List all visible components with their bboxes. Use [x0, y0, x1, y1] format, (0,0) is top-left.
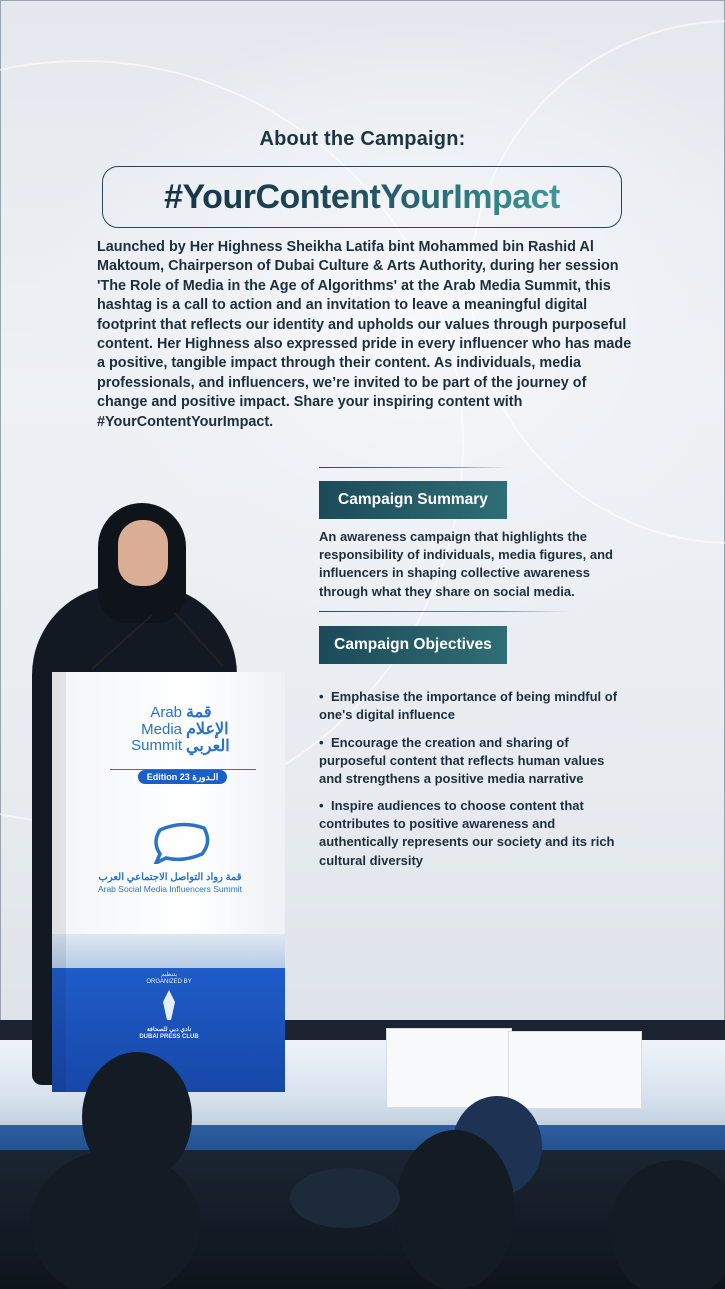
audience-head: [30, 1150, 200, 1289]
hashtag-title: #YourContentYourImpact: [164, 177, 560, 216]
club-ar: نادي دبي للصحافة: [146, 1027, 192, 1033]
organized-ar: بتنظيم: [160, 972, 178, 978]
podium: [52, 672, 285, 1092]
summit-name-ar: [186, 704, 246, 755]
speaker-face: [118, 520, 168, 586]
influencers-summit-ar: قمة رواد التواصل الاجتماعي العرب: [98, 872, 242, 883]
stage-card: [508, 1031, 642, 1109]
bullet-dot: •: [319, 798, 324, 813]
influencers-summit-en: Arab Social Media Influencers Summit: [97, 884, 243, 894]
bullet-dot: •: [319, 735, 324, 750]
speech-bubble-logo-icon: [152, 822, 210, 864]
campaign-summary-label: Campaign Summary: [319, 481, 507, 519]
summit-word: الإعلام: [186, 721, 229, 738]
summit-word: قمة: [186, 704, 212, 721]
summit-word: Summit: [131, 737, 182, 754]
objective-text: Emphasise the importance of being mindful of one's digital influence: [319, 689, 618, 723]
dubai-press-club: [138, 1027, 200, 1041]
bullet-dot: •: [319, 689, 324, 704]
campaign-objectives-label: Campaign Objectives: [319, 626, 507, 664]
summit-word: العربي: [186, 738, 230, 755]
summit-word: Media: [141, 720, 182, 738]
divider: [319, 611, 569, 612]
audience-head: [290, 1168, 400, 1228]
club-en: DUBAI PRESS CLUB: [139, 1034, 199, 1040]
objective-text: Encourage the creation and sharing of purposeful content that reflects human values and strengthens a positive media narrative: [319, 735, 605, 787]
campaign-summary-text: An awareness campaign that highlights the responsibility of individuals, media figures, and influencers in shaping collective awareness through what they share on social media.: [319, 529, 613, 599]
page-title: About the Campaign:: [259, 128, 466, 150]
objective-item: [319, 797, 619, 870]
intro-paragraph: Launched by Her Highness Sheikha Latifa bint Mohammed bin Rashid Al Maktoum, Chairperson of Dubai Culture & Arts Authority, during her session 'The Role of Media in the Age of Algorithms' at the Arab Media Summit, this hashtag is a call to action and an invitation to leave a meaningful digital footprint that reflects our identity and upholds our values through purposeful content. Her Highness also expressed pride in every influencer who has made a positive, tangible impact through their content. As individuals, media professionals, and influencers, we’re invited to be part of the journey of change and positive impact. Share your inspiring content with #YourContentYourImpact.: [97, 239, 632, 430]
podium-band: [52, 934, 285, 968]
pen-nib-icon: [162, 990, 176, 1022]
objective-text: Inspire audiences to choose content that contributes to positive awareness and authentically represents our society and its rich cultural diversity: [319, 798, 615, 868]
summit-name-en: [122, 705, 182, 755]
edition-badge: Edition 23 الـدورة: [138, 770, 227, 784]
organized-by: [138, 972, 200, 986]
summit-word: Arab: [150, 704, 182, 721]
objective-item: [319, 734, 619, 789]
hashtag-box: [102, 166, 622, 228]
organized-en: ORGANIZED BY: [146, 979, 192, 985]
objective-item: [319, 688, 619, 724]
podium-side: [52, 672, 66, 1092]
audience-head: [395, 1130, 515, 1289]
divider: [319, 467, 509, 468]
